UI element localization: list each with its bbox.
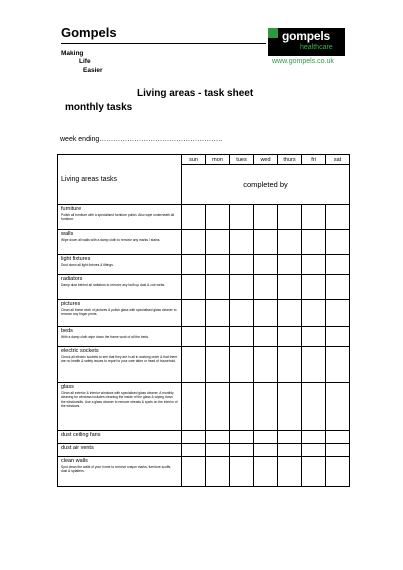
completion-cell[interactable] bbox=[326, 300, 350, 327]
completion-cell[interactable] bbox=[182, 444, 206, 457]
task-row bbox=[58, 457, 350, 487]
logo-sub: healthcare bbox=[300, 44, 333, 51]
completion-cell[interactable] bbox=[278, 444, 302, 457]
brand-name: Gompels bbox=[61, 25, 117, 40]
task-description: Clean all frame work of pictures & polish glass with specialised glass cleaner to remove any finger prints. bbox=[61, 308, 177, 317]
completion-cell[interactable] bbox=[278, 255, 302, 275]
completion-cell[interactable] bbox=[254, 275, 278, 300]
sheet-title: Living areas - task sheet bbox=[137, 88, 254, 99]
completion-cell[interactable] bbox=[326, 347, 350, 383]
completion-cell[interactable] bbox=[206, 205, 230, 230]
completion-cell[interactable] bbox=[254, 230, 278, 255]
task-description: With a damp cloth wipe down the frame work of all the beds. bbox=[61, 335, 149, 339]
completion-cell[interactable] bbox=[230, 205, 254, 230]
completion-cell[interactable] bbox=[230, 383, 254, 431]
completion-cell[interactable] bbox=[182, 205, 206, 230]
day-header: fri bbox=[302, 155, 326, 165]
completion-cell[interactable] bbox=[182, 230, 206, 255]
completion-cell[interactable] bbox=[206, 230, 230, 255]
task-row bbox=[58, 383, 350, 431]
tagline-easier: Easier bbox=[83, 67, 103, 74]
completion-cell[interactable] bbox=[182, 383, 206, 431]
completion-cell[interactable] bbox=[254, 347, 278, 383]
completion-cell[interactable] bbox=[230, 275, 254, 300]
task-row bbox=[58, 300, 350, 327]
task-cell bbox=[58, 347, 182, 383]
completion-cell[interactable] bbox=[278, 327, 302, 347]
completion-cell[interactable] bbox=[278, 347, 302, 383]
task-rows bbox=[58, 205, 350, 487]
completion-cell[interactable] bbox=[254, 255, 278, 275]
completion-cell[interactable] bbox=[326, 230, 350, 255]
completion-cell[interactable] bbox=[182, 327, 206, 347]
completion-cell[interactable] bbox=[302, 327, 326, 347]
task-cell bbox=[58, 275, 182, 300]
completion-cell[interactable] bbox=[206, 347, 230, 383]
task-cell bbox=[58, 327, 182, 347]
completion-cell[interactable] bbox=[254, 444, 278, 457]
completion-cell[interactable] bbox=[278, 383, 302, 431]
day-header: thurs bbox=[278, 155, 302, 165]
task-cell bbox=[58, 383, 182, 431]
completion-cell[interactable] bbox=[302, 431, 326, 444]
sheet-subtitle: monthly tasks bbox=[65, 102, 133, 113]
completion-cell[interactable] bbox=[302, 230, 326, 255]
tagline-life: Life bbox=[79, 58, 91, 65]
logo-box bbox=[278, 28, 345, 56]
day-header: mon bbox=[206, 155, 230, 165]
completion-cell[interactable] bbox=[230, 255, 254, 275]
task-row bbox=[58, 205, 350, 230]
completion-cell[interactable] bbox=[278, 230, 302, 255]
completion-cell[interactable] bbox=[182, 431, 206, 444]
task-row bbox=[58, 275, 350, 300]
completion-cell[interactable] bbox=[230, 431, 254, 444]
completion-cell[interactable] bbox=[206, 383, 230, 431]
completion-cell[interactable] bbox=[278, 300, 302, 327]
task-cell bbox=[58, 431, 182, 444]
completion-cell[interactable] bbox=[278, 431, 302, 444]
completion-cell[interactable] bbox=[254, 383, 278, 431]
task-table bbox=[57, 154, 350, 487]
gompels-healthcare-logo bbox=[268, 28, 345, 56]
task-description: Wipe down all walls with a damp cloth to remove any marks / stains. bbox=[61, 238, 161, 242]
completion-cell[interactable] bbox=[206, 275, 230, 300]
completion-cell[interactable] bbox=[326, 275, 350, 300]
completion-cell[interactable] bbox=[230, 300, 254, 327]
tagline-making: Making bbox=[61, 50, 84, 57]
completion-cell[interactable] bbox=[182, 255, 206, 275]
completion-cell[interactable] bbox=[230, 230, 254, 255]
day-header: sun bbox=[182, 155, 206, 165]
completion-cell[interactable] bbox=[254, 431, 278, 444]
logo-name: gompels bbox=[282, 29, 330, 43]
completion-cell[interactable] bbox=[230, 347, 254, 383]
task-description: Damp dust behind all radiators to remove any built up dust & cob webs. bbox=[61, 283, 166, 287]
completion-cell[interactable] bbox=[254, 205, 278, 230]
week-ending-field[interactable]: week ending…………………………………………….. bbox=[60, 136, 223, 143]
task-cell bbox=[58, 205, 182, 230]
task-description: Clean all exterior & interior windows with specialised glass cleaner. A monthly cleaning for windows includes cleaning the inside of the glass & wiping down the windowsills. Use a glass cleaner to remove streaks & spots on the interior of the windows. bbox=[61, 391, 178, 408]
task-name: dust ceiling fans bbox=[61, 432, 101, 438]
day-header: tues bbox=[230, 155, 254, 165]
website-url[interactable]: www.gompels.co.uk bbox=[272, 58, 334, 65]
completion-cell[interactable] bbox=[302, 457, 326, 487]
completion-cell[interactable] bbox=[302, 255, 326, 275]
completion-cell[interactable] bbox=[326, 444, 350, 457]
task-row bbox=[58, 444, 350, 457]
completion-cell[interactable] bbox=[278, 205, 302, 230]
task-name: light fixtures bbox=[61, 256, 91, 262]
completion-cell[interactable] bbox=[182, 275, 206, 300]
completion-cell[interactable] bbox=[254, 300, 278, 327]
completion-cell[interactable] bbox=[254, 457, 278, 487]
task-row bbox=[58, 255, 350, 275]
completion-cell[interactable] bbox=[326, 383, 350, 431]
completion-cell[interactable] bbox=[206, 255, 230, 275]
logo-green-square bbox=[268, 28, 278, 38]
completion-cell[interactable] bbox=[254, 327, 278, 347]
task-name: furniture bbox=[61, 206, 82, 212]
task-row bbox=[58, 347, 350, 383]
task-description: Dust down all light fixtures & fittings. bbox=[61, 263, 114, 267]
task-name: electric sockets bbox=[61, 348, 99, 354]
completion-cell[interactable] bbox=[230, 444, 254, 457]
completion-cell[interactable] bbox=[278, 275, 302, 300]
completion-cell[interactable] bbox=[206, 457, 230, 487]
task-row bbox=[58, 230, 350, 255]
task-cell bbox=[58, 230, 182, 255]
completion-cell[interactable] bbox=[326, 457, 350, 487]
task-cell bbox=[58, 444, 182, 457]
completion-cell[interactable] bbox=[230, 457, 254, 487]
task-cell bbox=[58, 457, 182, 487]
completion-cell[interactable] bbox=[326, 205, 350, 230]
task-name: pictures bbox=[61, 301, 81, 307]
task-name: walls bbox=[61, 231, 74, 237]
completion-cell[interactable] bbox=[206, 444, 230, 457]
completion-cell[interactable] bbox=[302, 205, 326, 230]
logo-black-square bbox=[268, 38, 278, 56]
task-cell bbox=[58, 300, 182, 327]
task-description: Spot clean the walls of your home to remove crayon marks, furniture scuffs, dust & splatters. bbox=[61, 465, 172, 474]
completion-cell[interactable] bbox=[230, 327, 254, 347]
task-description: Check all electric sockets to see that they are in all in working order & that there are no health & safety issues to report to your care taker or head of household. bbox=[61, 355, 178, 364]
day-header: wed bbox=[254, 155, 278, 165]
header-row bbox=[58, 155, 350, 165]
task-name: radiators bbox=[61, 276, 83, 282]
completion-cell[interactable] bbox=[302, 383, 326, 431]
task-name: dust air vents bbox=[61, 445, 94, 451]
completion-cell[interactable] bbox=[302, 347, 326, 383]
task-cell bbox=[58, 255, 182, 275]
completion-cell[interactable] bbox=[302, 275, 326, 300]
completion-cell[interactable] bbox=[206, 327, 230, 347]
completion-cell[interactable] bbox=[326, 255, 350, 275]
completion-cell[interactable] bbox=[206, 300, 230, 327]
completion-cell[interactable] bbox=[326, 431, 350, 444]
task-name: glass bbox=[61, 384, 74, 390]
completion-cell[interactable] bbox=[182, 300, 206, 327]
completion-cell[interactable] bbox=[326, 327, 350, 347]
task-row bbox=[58, 327, 350, 347]
tasks-header: Living areas tasks bbox=[58, 155, 182, 205]
completion-cell[interactable] bbox=[302, 300, 326, 327]
task-row bbox=[58, 431, 350, 444]
task-name: clean walls bbox=[61, 458, 88, 464]
task-description: Polish all furniture with a specialised furniture polish. Also wipe underneath all furniture. bbox=[61, 213, 175, 222]
completion-cell[interactable] bbox=[278, 457, 302, 487]
brand-divider bbox=[61, 43, 266, 44]
task-name: beds bbox=[61, 328, 73, 334]
completion-cell[interactable] bbox=[206, 431, 230, 444]
completed-by-label: completed by bbox=[182, 165, 350, 205]
completion-cell[interactable] bbox=[182, 347, 206, 383]
day-header: sat bbox=[326, 155, 350, 165]
completion-cell[interactable] bbox=[182, 457, 206, 487]
completion-cell[interactable] bbox=[302, 444, 326, 457]
